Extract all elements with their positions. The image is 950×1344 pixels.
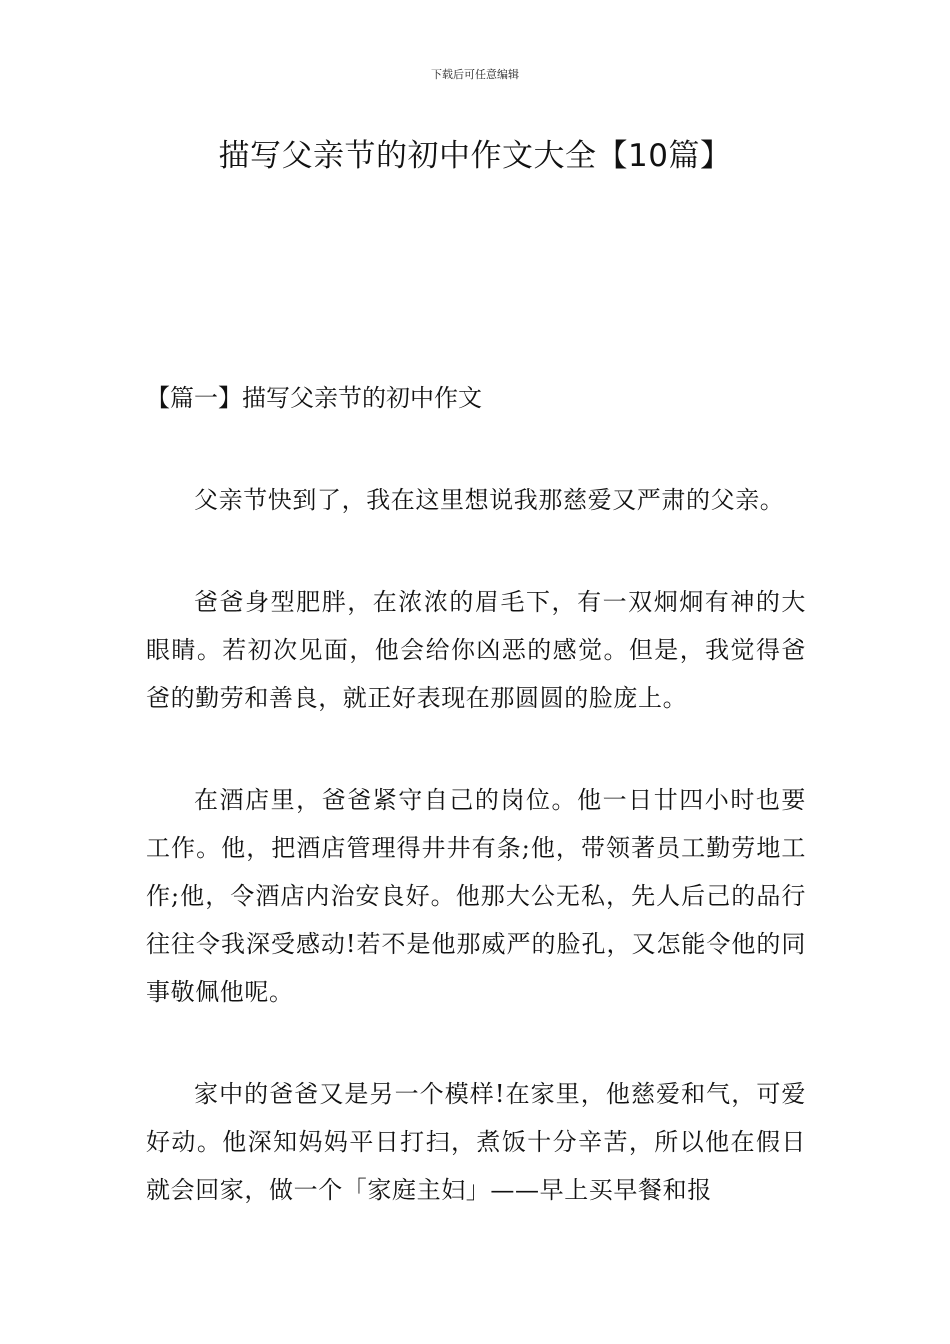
document-title: 描写父亲节的初中作文大全【10篇】 [218,138,732,174]
header-note: 下载后可任意编辑 [431,68,519,81]
section-heading: 【篇一】描写父亲节的初中作文 [146,384,482,412]
paragraph-1: 父亲节快到了，我在这里想说我那慈爱又严肃的父亲。 [194,486,785,514]
document-body [146,374,806,1268]
paragraph-2: 爸爸身型肥胖，在浓浓的眉毛下，有一双炯炯有神的大眼睛。若初次见面，他会给你凶恶的感觉。但是，我觉得爸爸的勤劳和善良，就正好表现在那圆圆的脸庞上。 [146,588,806,712]
paragraph-3: 在酒店里，爸爸紧守自己的岗位。他一日廿四小时也要工作。他，把酒店管理得井井有条;他，带领著员工勤劳地工作;他，令酒店内治安良好。他那大公无私，先人后己的品行往往令我深受感动!若不是他那威严的脸孔，又怎能令他的同事敬佩他呢。 [146,786,806,1006]
paragraph-4: 家中的爸爸又是另一个模样!在家里，他慈爱和气，可爱好动。他深知妈妈平日打扫，煮饭十分辛苦，所以他在假日就会回家，做一个「家庭主妇」——早上买早餐和报 [146,1080,806,1204]
